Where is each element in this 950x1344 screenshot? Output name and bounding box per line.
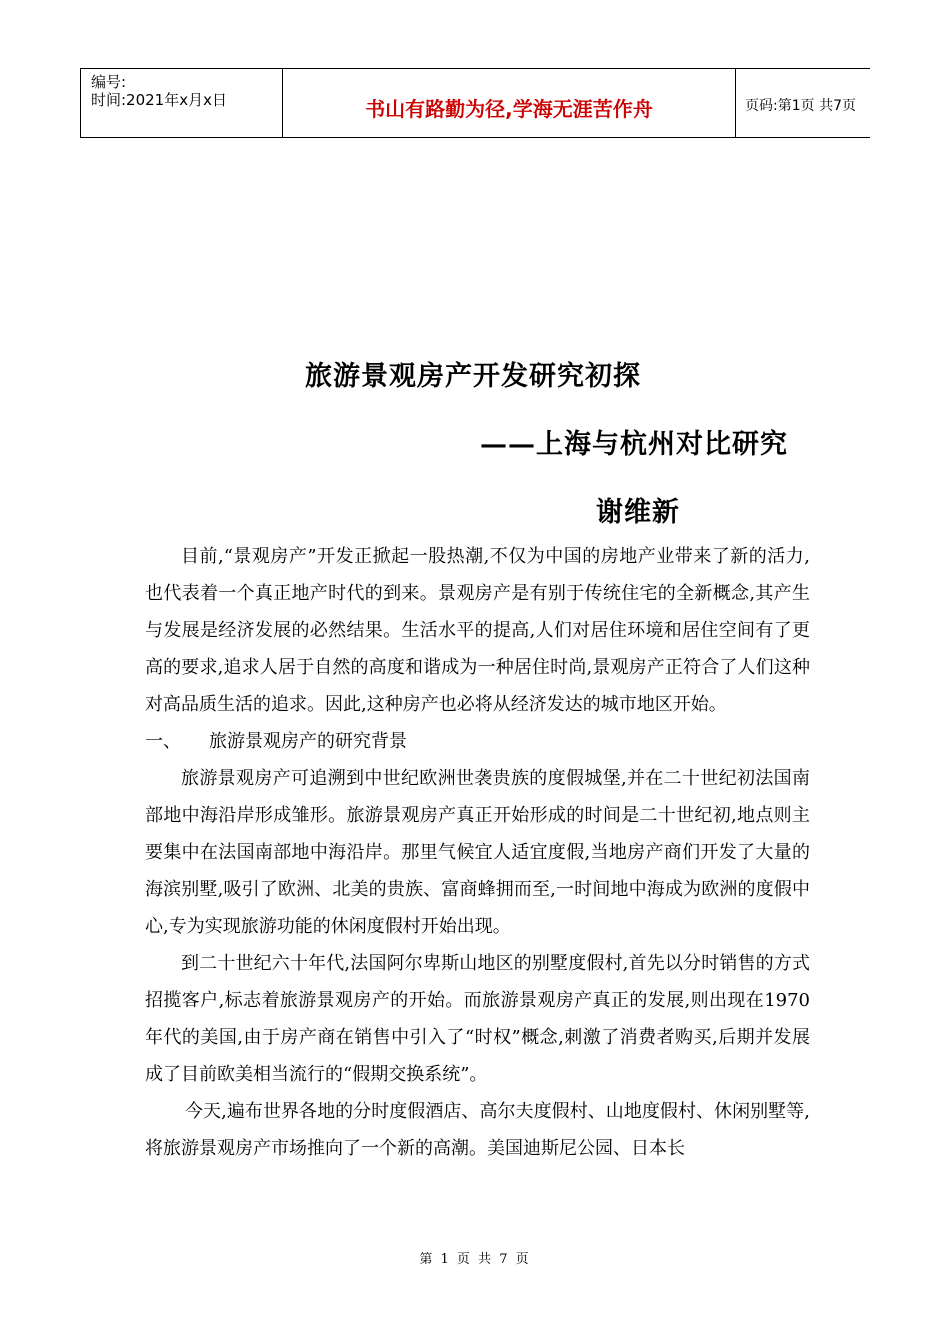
document-body <box>145 538 810 1167</box>
header-page-cell <box>735 69 869 137</box>
document-number-label: 编号: <box>91 73 127 91</box>
header-motto-cell <box>282 69 736 137</box>
section-heading-number: 一、 <box>145 731 181 752</box>
document-author: 谢维新 <box>596 497 680 528</box>
header-meta-cell <box>80 69 283 137</box>
document-date-label: 时间:2021年x月x日 <box>91 91 227 109</box>
section-heading-text: 旅游景观房产的研究背景 <box>209 731 407 752</box>
document-header <box>80 68 870 138</box>
document-subtitle: ——上海与杭州对比研究 <box>480 429 788 460</box>
document-title: 旅游景观房产开发研究初探 <box>305 361 641 392</box>
body-paragraph: 目前,“景观房产”开发正掀起一股热潮,不仅为中国的房地产业带来了新的活力,也代表着一个真正地产时代的到来。景观房产是有别于传统住宅的全新概念,其产生与发展是经济发展的必然结果。生活水平的提高,人们对居住环境和居住空间有了更高的要求,追求人居于自然的高度和谐成为一种居住时尚,景观房产正符合了人们这种对高品质生活的追求。因此,这种房产也必将从经济发达的城市地区开始。 <box>145 546 810 715</box>
page-footer: 第 1 页 共 7 页 <box>419 1252 531 1267</box>
header-page-info: 页码:第1页 共7页 <box>745 98 856 114</box>
body-paragraph: 旅游景观房产可追溯到中世纪欧洲世袭贵族的度假城堡,并在二十世纪初法国南部地中海沿岸形成雏形。旅游景观房产真正开始形成的时间是二十世纪初,地点则主要集中在法国南部地中海沿岸。那里气候宜人适宜度假,当地房产商们开发了大量的海滨别墅,吸引了欧洲、北美的贵族、富商蜂拥而至,一时间地中海成为欧洲的度假中心,专为实现旅游功能的休闲度假村开始出现。 <box>145 768 810 937</box>
section-heading <box>145 723 810 760</box>
body-paragraph: 到二十世纪六十年代,法国阿尔卑斯山地区的别墅度假村,首先以分时销售的方式招揽客户,标志着旅游景观房产的开始。而旅游景观房产真正的发展,则出现在1970年代的美国,由于房产商在销售中引入了“时权”概念,刺激了消费者购买,后期并发展成了目前欧美相当流行的“假期交换系统”。 <box>145 953 810 1085</box>
body-paragraph: 今天,遍布世界各地的分时度假酒店、高尔夫度假村、山地度假村、休闲别墅等,将旅游景观房产市场推向了一个新的高潮。美国迪斯尼公园、日本长 <box>145 1101 810 1159</box>
header-motto: 书山有路勤为径,学海无涯苦作舟 <box>365 97 653 121</box>
